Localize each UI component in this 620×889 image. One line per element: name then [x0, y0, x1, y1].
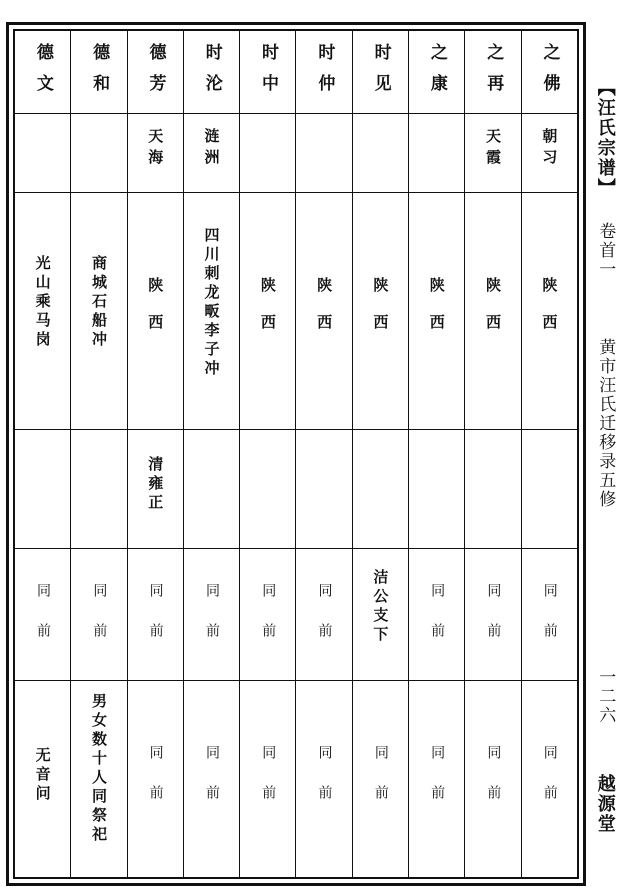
volume-text: 卷首一	[595, 222, 616, 279]
era-cell	[15, 430, 71, 549]
origin-cell	[352, 193, 408, 430]
alias-cell	[352, 114, 408, 193]
name-cell	[296, 31, 352, 114]
settled-text: 同前	[260, 583, 277, 663]
alias-cell	[240, 114, 296, 193]
genealogy-frame	[6, 22, 586, 886]
settled-text: 同前	[316, 583, 333, 663]
graves-text: 同前	[541, 745, 558, 825]
name-cell	[71, 31, 127, 114]
origin-cell	[409, 193, 465, 430]
alias-text: 朝习	[540, 128, 559, 170]
book-title-text: 【汪氏宗谱】	[594, 78, 616, 198]
origin-text: 陕西	[484, 277, 503, 351]
person-name: 之康	[426, 43, 447, 105]
era-cell	[240, 430, 296, 549]
alias-cell	[521, 114, 577, 193]
graves-text: 同前	[260, 745, 277, 825]
hall-name	[591, 774, 619, 838]
origin-cell	[240, 193, 296, 430]
origin-cell	[521, 193, 577, 430]
person-name: 时沦	[201, 43, 222, 105]
alias-text: 天霞	[484, 128, 503, 170]
genealogy-table	[14, 30, 578, 878]
alias-text: 天海	[146, 128, 165, 170]
origin-text: 陕西	[540, 277, 559, 351]
name-cell	[409, 31, 465, 114]
person-name: 之佛	[539, 43, 560, 105]
settled-cell	[127, 549, 183, 681]
alias-row	[15, 114, 578, 193]
origin-text: 陕西	[258, 277, 277, 351]
origin-cell	[71, 193, 127, 430]
graves-text: 同前	[147, 745, 164, 825]
alias-cell	[71, 114, 127, 193]
graves-text: 无音问	[33, 747, 52, 804]
person-name: 德和	[89, 43, 110, 105]
era-cell	[296, 430, 352, 549]
page-number	[591, 668, 619, 729]
person-name: 德文	[32, 43, 53, 105]
origin-text: 光山乘马岗	[33, 255, 52, 350]
settled-cell	[296, 549, 352, 681]
graves-cell	[127, 681, 183, 878]
graves-cell	[465, 681, 521, 878]
origin-text: 陕西	[371, 277, 390, 351]
alias-cell	[127, 114, 183, 193]
graves-cell	[15, 681, 71, 878]
graves-cell	[352, 681, 408, 878]
origin-cell	[183, 193, 239, 430]
settled-row	[15, 549, 578, 681]
book-title	[591, 78, 619, 202]
era-cell	[352, 430, 408, 549]
page-number-text: 一二六	[595, 668, 616, 725]
origin-cell	[465, 193, 521, 430]
genealogy-inner-frame	[13, 29, 579, 879]
graves-cell	[296, 681, 352, 878]
origin-cell	[127, 193, 183, 430]
person-name: 时见	[370, 43, 391, 105]
graves-cell	[71, 681, 127, 878]
person-name: 时中	[258, 43, 279, 105]
era-cell	[71, 430, 127, 549]
graves-text: 同前	[485, 745, 502, 825]
hall-name-text: 越源堂	[594, 774, 616, 834]
settled-cell	[465, 549, 521, 681]
settled-cell	[521, 549, 577, 681]
graves-text: 同前	[203, 745, 220, 825]
settled-cell	[352, 549, 408, 681]
alias-cell	[465, 114, 521, 193]
section-subtitle	[591, 338, 619, 513]
era-row	[15, 430, 578, 549]
origin-text: 商城石船冲	[89, 255, 108, 350]
settled-cell	[409, 549, 465, 681]
graves-text: 男女数十人同祭祀	[89, 693, 108, 845]
volume-label	[591, 222, 619, 283]
alias-cell	[296, 114, 352, 193]
era-cell	[183, 430, 239, 549]
settled-cell	[240, 549, 296, 681]
name-cell	[240, 31, 296, 114]
origin-text: 陕西	[146, 277, 165, 351]
era-text: 清雍正	[146, 456, 165, 513]
settled-text: 同前	[429, 583, 446, 663]
name-cell	[465, 31, 521, 114]
origin-text: 四川刺龙畈李子冲	[202, 227, 221, 379]
settled-text: 洁公支下	[371, 569, 390, 645]
origin-cell	[296, 193, 352, 430]
alias-cell	[15, 114, 71, 193]
name-cell	[127, 31, 183, 114]
name-cell	[521, 31, 577, 114]
name-cell	[352, 31, 408, 114]
graves-row	[15, 681, 578, 878]
graves-text: 同前	[372, 745, 389, 825]
alias-text: 涟洲	[202, 128, 221, 170]
name-row	[15, 31, 578, 114]
graves-cell	[409, 681, 465, 878]
settled-cell	[183, 549, 239, 681]
name-cell	[183, 31, 239, 114]
origin-row	[15, 193, 578, 430]
era-cell	[521, 430, 577, 549]
alias-cell	[409, 114, 465, 193]
settled-text: 同前	[203, 583, 220, 663]
settled-text: 同前	[541, 583, 558, 663]
settled-text: 同前	[147, 583, 164, 663]
settled-cell	[15, 549, 71, 681]
origin-cell	[15, 193, 71, 430]
origin-text: 陕西	[315, 277, 334, 351]
era-cell	[465, 430, 521, 549]
subtitle-text: 黄市汪氏迁移录五修	[595, 338, 616, 509]
graves-text: 同前	[429, 745, 446, 825]
graves-text: 同前	[316, 745, 333, 825]
alias-cell	[183, 114, 239, 193]
person-name: 德芳	[145, 43, 166, 105]
person-name: 之再	[483, 43, 504, 105]
name-cell	[15, 31, 71, 114]
graves-cell	[521, 681, 577, 878]
settled-text: 同前	[91, 583, 108, 663]
graves-cell	[240, 681, 296, 878]
settled-cell	[71, 549, 127, 681]
era-cell	[409, 430, 465, 549]
settled-text: 同前	[485, 583, 502, 663]
era-cell	[127, 430, 183, 549]
graves-cell	[183, 681, 239, 878]
person-name: 时仲	[314, 43, 335, 105]
origin-text: 陕西	[427, 277, 446, 351]
settled-text: 同前	[35, 583, 52, 663]
